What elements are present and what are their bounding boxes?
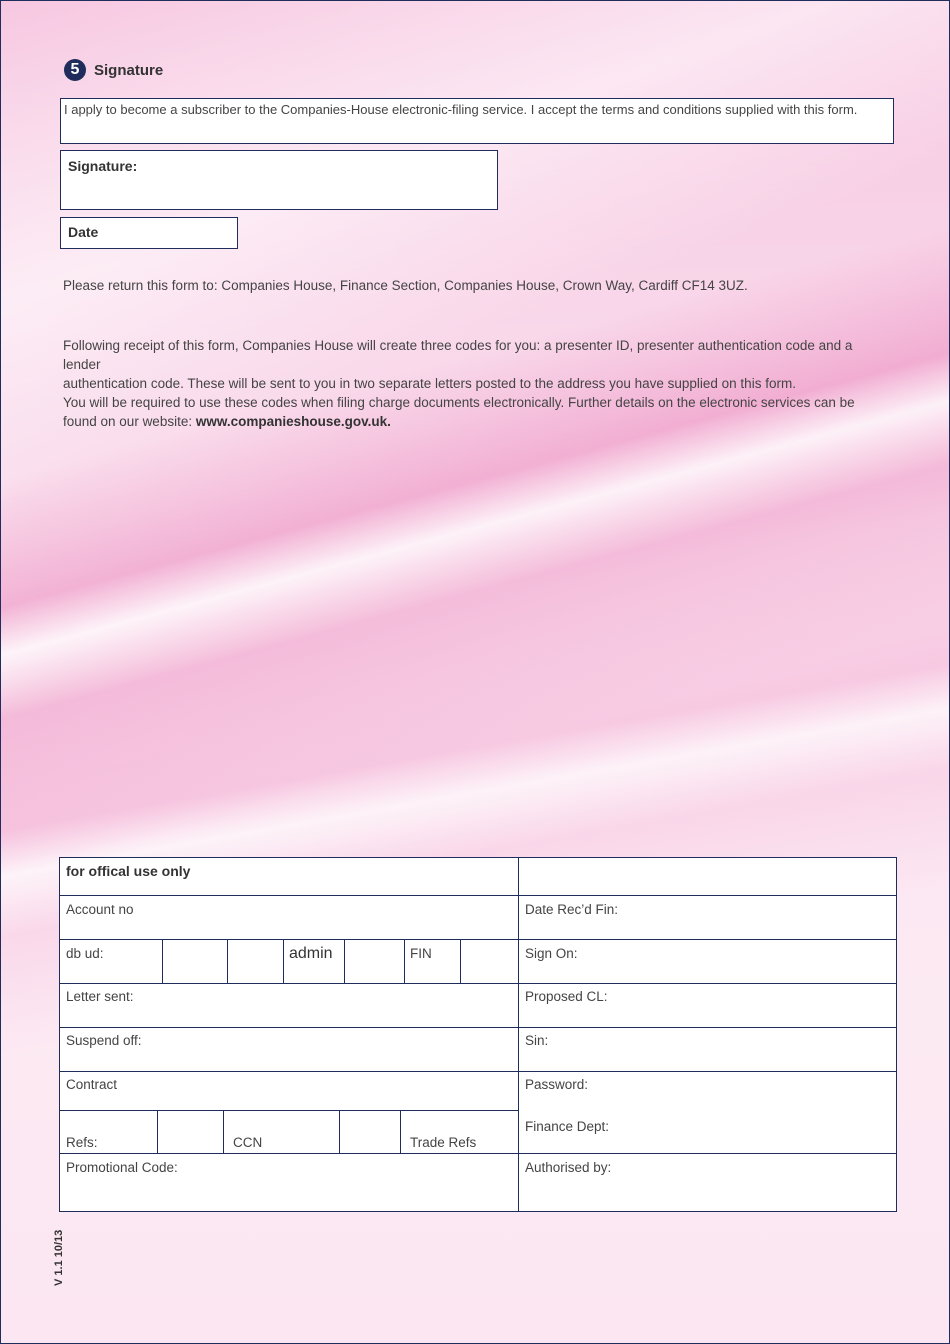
declaration-box: I apply to become a subscriber to the Companies-House electronic-filing service. I accept the terms and conditions supplied with this form. — [60, 98, 894, 144]
info-line: authentication code. These will be sent to you in two separate letters posted to the address you have supplied on this form. — [63, 376, 796, 391]
admin-label: admin — [289, 945, 333, 962]
account-no-label: Account no — [66, 902, 134, 917]
fin-label: FIN — [410, 946, 432, 961]
trade-refs-label: Trade Refs — [410, 1135, 477, 1150]
version-label: V 1.1 10/13 — [53, 1229, 65, 1286]
authorised-by-label: Authorised by: — [525, 1160, 612, 1175]
section-header — [64, 59, 163, 81]
info-line: You will be required to use these codes when filing charge documents electronically. Further details on the electronic services can be — [63, 395, 855, 410]
proposed-cl-label: Proposed CL: — [525, 989, 608, 1004]
db-ud-label: db ud: — [66, 946, 104, 961]
official-use-heading: for offical use only — [66, 863, 191, 879]
info-line: Following receipt of this form, Companies House will create three codes for you: a presenter ID, presenter authentication code and a lender — [63, 338, 853, 372]
website-link[interactable]: www.companieshouse.gov.uk. — [195, 414, 391, 429]
signature-label: Signature: — [68, 158, 138, 174]
date-label: Date — [68, 224, 99, 240]
date-recd-fin-label: Date Rec’d Fin: — [525, 902, 619, 917]
promotional-code-label: Promotional Code: — [66, 1160, 178, 1175]
refs-label: Refs: — [66, 1135, 98, 1150]
letter-sent-label: Letter sent: — [66, 989, 134, 1004]
official-use-table — [59, 857, 897, 1212]
suspend-off-label: Suspend off: — [66, 1033, 142, 1048]
section-title: Signature — [94, 61, 164, 79]
sin-label: Sin: — [525, 1033, 549, 1048]
password-label: Password: — [525, 1077, 589, 1092]
signature-field[interactable] — [60, 150, 498, 210]
sign-on-label: Sign On: — [525, 946, 578, 961]
return-address: Please return this form to: Companies House, Finance Section, Companies House, Crown Way, Cardiff CF14 3UZ. — [63, 278, 748, 293]
finance-dept-label: Finance Dept: — [525, 1119, 610, 1134]
contract-label: Contract — [66, 1077, 118, 1092]
info-paragraph — [63, 336, 893, 431]
date-field[interactable] — [60, 217, 238, 249]
info-line: found on our website: www.companieshouse.gov.uk. — [63, 414, 391, 429]
section-number-badge: 5 — [64, 59, 86, 81]
ccn-label: CCN — [233, 1135, 263, 1150]
